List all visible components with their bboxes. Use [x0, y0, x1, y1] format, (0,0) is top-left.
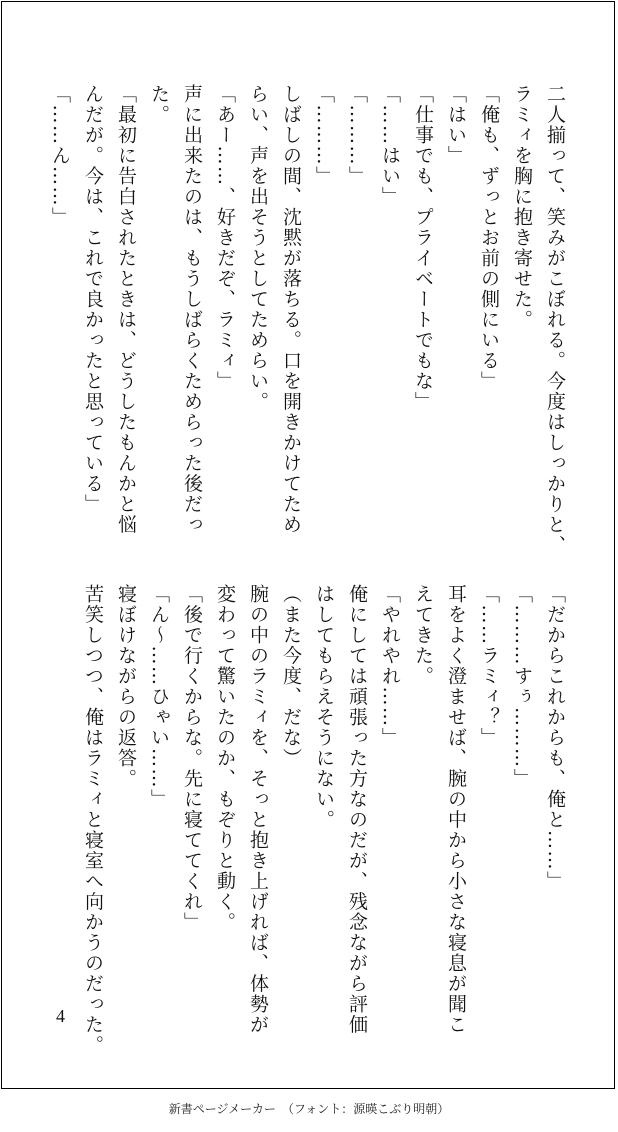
text-column: 「俺も、ずっとお前の側にいる」 — [478, 84, 500, 392]
text-column: 腕の中のラミィを、そっと抱き上げれば、体勢が — [247, 584, 269, 1035]
text-column: 「………」 — [346, 84, 368, 187]
text-column: 「仕事でも、プライベートでもな」 — [412, 84, 434, 412]
text-column: （また今度、だな） — [280, 584, 302, 769]
text-column: えてきた。 — [412, 584, 434, 687]
text-column: 「………」 — [313, 84, 335, 187]
text-column: 耳をよく澄ませば、腕の中から小さな寝息が聞こ — [445, 584, 467, 1035]
page-frame — [1, 1, 615, 1089]
text-column: 「ん～……ひゃい……」 — [148, 584, 170, 810]
text-column: 「はい」 — [445, 84, 467, 166]
page-number: 4 — [56, 1006, 65, 1026]
text-column: 俺にしては頑張った方なのだが、残念ながら評価 — [346, 584, 368, 1035]
text-column: 「やれやれ……」 — [379, 584, 401, 748]
text-column: はしてもらえそうにない。 — [313, 584, 335, 830]
text-column: らい、声を出そうとしてためらい。 — [247, 84, 269, 412]
text-column: 「……はい」 — [379, 84, 401, 207]
text-column: 「最初に告白されたときは、どうしたもんかと悩 — [115, 84, 137, 535]
text-column: しばしの間、沈黙が落ちる。口を開きかけてため — [280, 84, 302, 535]
text-column: 「……ラミィ？」 — [478, 584, 500, 748]
footer-credit: 新書ページメーカー （フォント：源暎こぶり明朝） — [168, 1102, 450, 1116]
text-column: 「………すぅ………」 — [511, 584, 533, 789]
text-column: 苦笑しつつ、俺はラミィと寝室へ向かうのだった。 — [82, 584, 104, 1056]
text-column: 二人揃って、笑みがこぼれる。今度はしっかりと、 — [544, 84, 566, 556]
text-column: 寝ぼけながらの返答。 — [115, 584, 137, 789]
text-column: 「だからこれからも、俺と……」 — [544, 584, 566, 892]
text-column: 変わって驚いたのか、もぞりと動く。 — [214, 584, 236, 933]
text-column: た。 — [148, 84, 170, 125]
text-column: んだが。今は、これで良かったと思っている」 — [82, 84, 104, 515]
text-column: 声に出来たのは、もうしばらくためらった後だっ — [181, 84, 203, 535]
text-column: ラミィを胸に抱き寄せた。 — [511, 84, 533, 330]
text-column: 「……ん……」 — [49, 84, 71, 228]
text-column: 「あー……、好きだぞ、ラミィ」 — [214, 84, 236, 392]
text-column: 「後で行くからな。先に寝ててくれ」 — [181, 584, 203, 933]
